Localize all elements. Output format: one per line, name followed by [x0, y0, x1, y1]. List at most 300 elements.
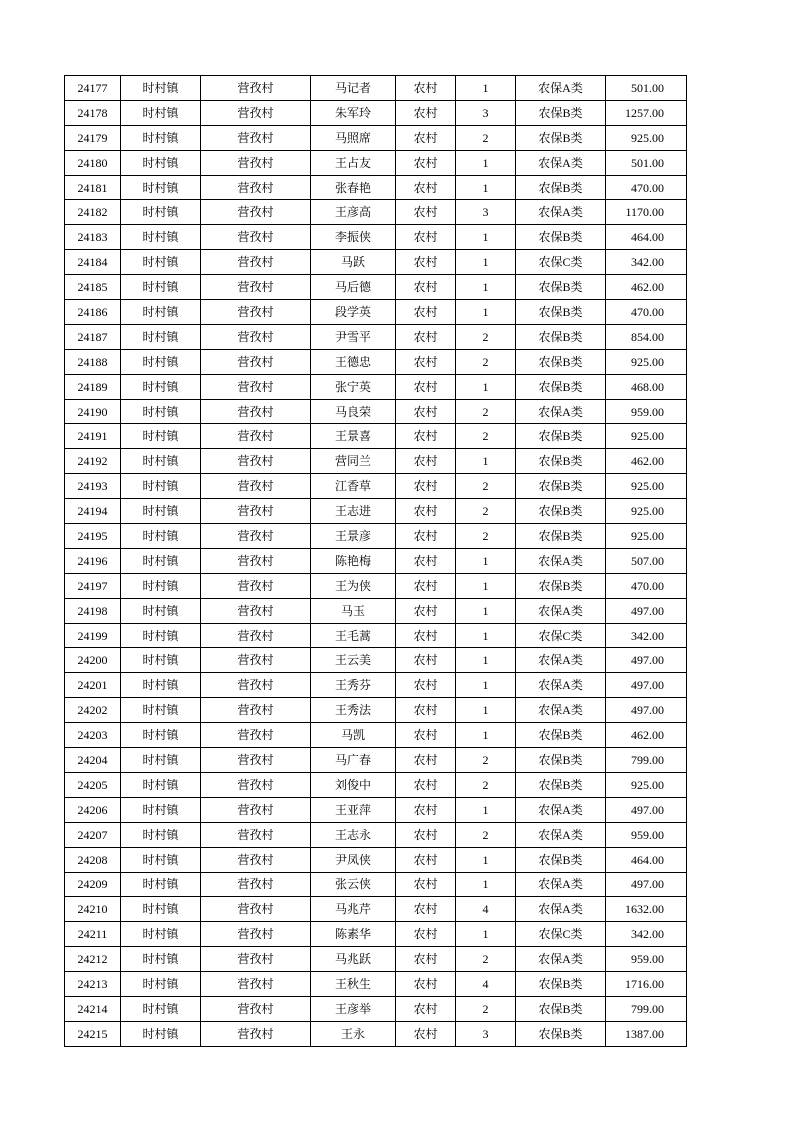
cell-serial: 24207 — [65, 822, 121, 847]
cell-amount: 468.00 — [606, 374, 687, 399]
cell-serial: 24201 — [65, 673, 121, 698]
cell-amount: 462.00 — [606, 449, 687, 474]
table-row — [65, 324, 687, 349]
cell-town: 时村镇 — [121, 922, 201, 947]
cell-residence: 农村 — [396, 598, 456, 623]
cell-person_count: 2 — [456, 772, 516, 797]
cell-town: 时村镇 — [121, 374, 201, 399]
cell-amount: 925.00 — [606, 125, 687, 150]
cell-amount: 1387.00 — [606, 1021, 687, 1046]
cell-serial: 24195 — [65, 524, 121, 549]
cell-town: 时村镇 — [121, 324, 201, 349]
cell-town: 时村镇 — [121, 797, 201, 822]
cell-name: 王秀法 — [311, 698, 396, 723]
cell-name: 王毛蒿 — [311, 623, 396, 648]
cell-person_count: 1 — [456, 76, 516, 101]
cell-amount: 925.00 — [606, 524, 687, 549]
cell-town: 时村镇 — [121, 548, 201, 573]
cell-person_count: 1 — [456, 449, 516, 474]
cell-name: 马跃 — [311, 250, 396, 275]
cell-village: 营孜村 — [201, 698, 311, 723]
cell-serial: 24213 — [65, 972, 121, 997]
cell-insurance_category: 农保A类 — [516, 822, 606, 847]
cell-amount: 497.00 — [606, 872, 687, 897]
cell-name: 陈艳梅 — [311, 548, 396, 573]
cell-residence: 农村 — [396, 847, 456, 872]
cell-serial: 24184 — [65, 250, 121, 275]
cell-person_count: 1 — [456, 548, 516, 573]
cell-person_count: 1 — [456, 648, 516, 673]
cell-person_count: 1 — [456, 250, 516, 275]
cell-village: 营孜村 — [201, 822, 311, 847]
cell-name: 马后德 — [311, 275, 396, 300]
cell-name: 王为侠 — [311, 573, 396, 598]
cell-serial: 24194 — [65, 499, 121, 524]
cell-village: 营孜村 — [201, 797, 311, 822]
cell-insurance_category: 农保B类 — [516, 474, 606, 499]
cell-town: 时村镇 — [121, 76, 201, 101]
cell-town: 时村镇 — [121, 748, 201, 773]
cell-insurance_category: 农保B类 — [516, 972, 606, 997]
cell-person_count: 2 — [456, 399, 516, 424]
cell-town: 时村镇 — [121, 225, 201, 250]
cell-serial: 24178 — [65, 100, 121, 125]
cell-serial: 24193 — [65, 474, 121, 499]
table-row — [65, 175, 687, 200]
cell-serial: 24196 — [65, 548, 121, 573]
cell-village: 营孜村 — [201, 225, 311, 250]
table-row — [65, 748, 687, 773]
cell-residence: 农村 — [396, 250, 456, 275]
cell-amount: 470.00 — [606, 175, 687, 200]
cell-insurance_category: 农保B类 — [516, 748, 606, 773]
cell-serial: 24200 — [65, 648, 121, 673]
cell-town: 时村镇 — [121, 772, 201, 797]
cell-village: 营孜村 — [201, 449, 311, 474]
cell-person_count: 1 — [456, 175, 516, 200]
cell-name: 尹雪平 — [311, 324, 396, 349]
table-row — [65, 225, 687, 250]
cell-village: 营孜村 — [201, 897, 311, 922]
cell-village: 营孜村 — [201, 524, 311, 549]
cell-residence: 农村 — [396, 175, 456, 200]
table-row — [65, 698, 687, 723]
table-row — [65, 623, 687, 648]
cell-person_count: 4 — [456, 972, 516, 997]
table-row — [65, 200, 687, 225]
cell-town: 时村镇 — [121, 673, 201, 698]
cell-person_count: 1 — [456, 573, 516, 598]
cell-serial: 24191 — [65, 424, 121, 449]
cell-amount: 497.00 — [606, 698, 687, 723]
table-row — [65, 374, 687, 399]
cell-residence: 农村 — [396, 573, 456, 598]
table-row — [65, 897, 687, 922]
cell-insurance_category: 农保C类 — [516, 623, 606, 648]
cell-person_count: 2 — [456, 996, 516, 1021]
table-row — [65, 449, 687, 474]
cell-town: 时村镇 — [121, 349, 201, 374]
cell-insurance_category: 农保A类 — [516, 947, 606, 972]
cell-town: 时村镇 — [121, 598, 201, 623]
cell-amount: 799.00 — [606, 996, 687, 1021]
cell-serial: 24215 — [65, 1021, 121, 1046]
cell-insurance_category: 农保B类 — [516, 349, 606, 374]
cell-serial: 24205 — [65, 772, 121, 797]
cell-person_count: 2 — [456, 424, 516, 449]
cell-person_count: 1 — [456, 922, 516, 947]
cell-serial: 24183 — [65, 225, 121, 250]
cell-residence: 农村 — [396, 648, 456, 673]
cell-amount: 470.00 — [606, 300, 687, 325]
cell-person_count: 1 — [456, 275, 516, 300]
cell-person_count: 1 — [456, 374, 516, 399]
cell-amount: 1716.00 — [606, 972, 687, 997]
cell-person_count: 2 — [456, 748, 516, 773]
cell-residence: 农村 — [396, 474, 456, 499]
cell-person_count: 2 — [456, 474, 516, 499]
cell-residence: 农村 — [396, 698, 456, 723]
cell-serial: 24189 — [65, 374, 121, 399]
cell-amount: 497.00 — [606, 598, 687, 623]
cell-insurance_category: 农保B类 — [516, 275, 606, 300]
cell-residence: 农村 — [396, 76, 456, 101]
cell-serial: 24209 — [65, 872, 121, 897]
table-row — [65, 947, 687, 972]
cell-village: 营孜村 — [201, 623, 311, 648]
cell-name: 王秋生 — [311, 972, 396, 997]
cell-village: 营孜村 — [201, 648, 311, 673]
cell-insurance_category: 农保A类 — [516, 200, 606, 225]
cell-serial: 24211 — [65, 922, 121, 947]
cell-insurance_category: 农保A类 — [516, 698, 606, 723]
cell-town: 时村镇 — [121, 424, 201, 449]
cell-person_count: 3 — [456, 1021, 516, 1046]
cell-amount: 925.00 — [606, 499, 687, 524]
cell-residence: 农村 — [396, 996, 456, 1021]
cell-insurance_category: 农保B类 — [516, 449, 606, 474]
cell-insurance_category: 农保B类 — [516, 573, 606, 598]
cell-village: 营孜村 — [201, 922, 311, 947]
cell-person_count: 2 — [456, 822, 516, 847]
cell-name: 营同兰 — [311, 449, 396, 474]
cell-village: 营孜村 — [201, 374, 311, 399]
cell-serial: 24182 — [65, 200, 121, 225]
cell-village: 营孜村 — [201, 548, 311, 573]
cell-amount: 497.00 — [606, 797, 687, 822]
table-row — [65, 76, 687, 101]
table-row — [65, 499, 687, 524]
cell-residence: 农村 — [396, 972, 456, 997]
cell-residence: 农村 — [396, 723, 456, 748]
cell-residence: 农村 — [396, 225, 456, 250]
cell-residence: 农村 — [396, 673, 456, 698]
cell-insurance_category: 农保C类 — [516, 250, 606, 275]
cell-amount: 925.00 — [606, 424, 687, 449]
cell-amount: 464.00 — [606, 225, 687, 250]
cell-insurance_category: 农保A类 — [516, 673, 606, 698]
cell-name: 马凯 — [311, 723, 396, 748]
cell-name: 王亚萍 — [311, 797, 396, 822]
cell-person_count: 3 — [456, 200, 516, 225]
cell-village: 营孜村 — [201, 474, 311, 499]
cell-serial: 24204 — [65, 748, 121, 773]
cell-town: 时村镇 — [121, 449, 201, 474]
cell-person_count: 2 — [456, 125, 516, 150]
cell-insurance_category: 农保B类 — [516, 772, 606, 797]
cell-village: 营孜村 — [201, 250, 311, 275]
cell-name: 王云美 — [311, 648, 396, 673]
cell-amount: 1632.00 — [606, 897, 687, 922]
cell-insurance_category: 农保B类 — [516, 225, 606, 250]
cell-village: 营孜村 — [201, 748, 311, 773]
cell-insurance_category: 农保B类 — [516, 723, 606, 748]
cell-residence: 农村 — [396, 499, 456, 524]
cell-person_count: 1 — [456, 797, 516, 822]
table-body — [65, 76, 687, 1047]
cell-village: 营孜村 — [201, 100, 311, 125]
cell-town: 时村镇 — [121, 698, 201, 723]
cell-village: 营孜村 — [201, 175, 311, 200]
cell-town: 时村镇 — [121, 897, 201, 922]
cell-residence: 农村 — [396, 100, 456, 125]
cell-serial: 24188 — [65, 349, 121, 374]
cell-town: 时村镇 — [121, 1021, 201, 1046]
cell-serial: 24181 — [65, 175, 121, 200]
cell-town: 时村镇 — [121, 499, 201, 524]
cell-town: 时村镇 — [121, 275, 201, 300]
cell-residence: 农村 — [396, 125, 456, 150]
cell-amount: 1170.00 — [606, 200, 687, 225]
cell-name: 江香草 — [311, 474, 396, 499]
cell-town: 时村镇 — [121, 150, 201, 175]
cell-amount: 854.00 — [606, 324, 687, 349]
table-row — [65, 573, 687, 598]
cell-amount: 959.00 — [606, 947, 687, 972]
cell-name: 马记者 — [311, 76, 396, 101]
cell-insurance_category: 农保A类 — [516, 797, 606, 822]
cell-amount: 501.00 — [606, 76, 687, 101]
cell-residence: 农村 — [396, 623, 456, 648]
cell-person_count: 4 — [456, 897, 516, 922]
cell-village: 营孜村 — [201, 723, 311, 748]
cell-name: 王永 — [311, 1021, 396, 1046]
cell-amount: 959.00 — [606, 822, 687, 847]
cell-serial: 24190 — [65, 399, 121, 424]
cell-village: 营孜村 — [201, 772, 311, 797]
cell-insurance_category: 农保B类 — [516, 300, 606, 325]
cell-insurance_category: 农保B类 — [516, 1021, 606, 1046]
cell-serial: 24198 — [65, 598, 121, 623]
cell-name: 马良荣 — [311, 399, 396, 424]
table-row — [65, 349, 687, 374]
cell-name: 王志永 — [311, 822, 396, 847]
cell-town: 时村镇 — [121, 847, 201, 872]
cell-amount: 497.00 — [606, 673, 687, 698]
cell-name: 李振侠 — [311, 225, 396, 250]
cell-village: 营孜村 — [201, 200, 311, 225]
cell-name: 王景喜 — [311, 424, 396, 449]
cell-village: 营孜村 — [201, 399, 311, 424]
cell-town: 时村镇 — [121, 972, 201, 997]
cell-person_count: 1 — [456, 300, 516, 325]
cell-name: 张云侠 — [311, 872, 396, 897]
cell-name: 刘俊中 — [311, 772, 396, 797]
table-row — [65, 399, 687, 424]
cell-insurance_category: 农保A类 — [516, 872, 606, 897]
cell-residence: 农村 — [396, 947, 456, 972]
cell-residence: 农村 — [396, 772, 456, 797]
cell-town: 时村镇 — [121, 200, 201, 225]
cell-town: 时村镇 — [121, 996, 201, 1021]
cell-serial: 24208 — [65, 847, 121, 872]
cell-town: 时村镇 — [121, 822, 201, 847]
cell-serial: 24214 — [65, 996, 121, 1021]
cell-insurance_category: 农保A类 — [516, 548, 606, 573]
cell-insurance_category: 农保B类 — [516, 424, 606, 449]
cell-residence: 农村 — [396, 748, 456, 773]
cell-name: 尹凤侠 — [311, 847, 396, 872]
cell-amount: 501.00 — [606, 150, 687, 175]
table-row — [65, 822, 687, 847]
cell-serial: 24212 — [65, 947, 121, 972]
cell-name: 马兆跃 — [311, 947, 396, 972]
cell-residence: 农村 — [396, 200, 456, 225]
cell-amount: 342.00 — [606, 922, 687, 947]
cell-residence: 农村 — [396, 374, 456, 399]
table-row — [65, 474, 687, 499]
cell-amount: 959.00 — [606, 399, 687, 424]
cell-person_count: 3 — [456, 100, 516, 125]
cell-insurance_category: 农保A类 — [516, 76, 606, 101]
table-row — [65, 250, 687, 275]
cell-insurance_category: 农保B类 — [516, 100, 606, 125]
cell-town: 时村镇 — [121, 125, 201, 150]
cell-person_count: 1 — [456, 225, 516, 250]
cell-town: 时村镇 — [121, 648, 201, 673]
cell-insurance_category: 农保A类 — [516, 399, 606, 424]
table-row — [65, 723, 687, 748]
table-row — [65, 125, 687, 150]
cell-insurance_category: 农保A类 — [516, 897, 606, 922]
cell-residence: 农村 — [396, 150, 456, 175]
cell-person_count: 1 — [456, 698, 516, 723]
cell-insurance_category: 农保B类 — [516, 175, 606, 200]
cell-village: 营孜村 — [201, 847, 311, 872]
cell-residence: 农村 — [396, 324, 456, 349]
table-row — [65, 1021, 687, 1046]
cell-residence: 农村 — [396, 548, 456, 573]
cell-village: 营孜村 — [201, 275, 311, 300]
cell-town: 时村镇 — [121, 100, 201, 125]
cell-name: 马玉 — [311, 598, 396, 623]
cell-insurance_category: 农保A类 — [516, 648, 606, 673]
cell-insurance_category: 农保B类 — [516, 524, 606, 549]
cell-town: 时村镇 — [121, 399, 201, 424]
cell-village: 营孜村 — [201, 947, 311, 972]
cell-town: 时村镇 — [121, 872, 201, 897]
cell-insurance_category: 农保B类 — [516, 847, 606, 872]
cell-town: 时村镇 — [121, 573, 201, 598]
table-row — [65, 100, 687, 125]
cell-village: 营孜村 — [201, 972, 311, 997]
table-row — [65, 275, 687, 300]
table-row — [65, 424, 687, 449]
cell-person_count: 2 — [456, 947, 516, 972]
insurance-roster-table — [64, 75, 687, 1047]
cell-name: 马照席 — [311, 125, 396, 150]
cell-amount: 1257.00 — [606, 100, 687, 125]
cell-insurance_category: 农保B类 — [516, 996, 606, 1021]
cell-serial: 24197 — [65, 573, 121, 598]
cell-insurance_category: 农保B类 — [516, 324, 606, 349]
cell-village: 营孜村 — [201, 76, 311, 101]
cell-amount: 925.00 — [606, 349, 687, 374]
cell-serial: 24210 — [65, 897, 121, 922]
table-row — [65, 548, 687, 573]
table-row — [65, 598, 687, 623]
cell-residence: 农村 — [396, 449, 456, 474]
cell-name: 朱军玲 — [311, 100, 396, 125]
cell-insurance_category: 农保B类 — [516, 125, 606, 150]
cell-serial: 24180 — [65, 150, 121, 175]
cell-amount: 799.00 — [606, 748, 687, 773]
cell-person_count: 1 — [456, 723, 516, 748]
cell-name: 王彦举 — [311, 996, 396, 1021]
cell-name: 张宁英 — [311, 374, 396, 399]
cell-person_count: 1 — [456, 598, 516, 623]
cell-residence: 农村 — [396, 349, 456, 374]
cell-person_count: 2 — [456, 524, 516, 549]
cell-village: 营孜村 — [201, 573, 311, 598]
cell-person_count: 2 — [456, 499, 516, 524]
cell-village: 营孜村 — [201, 150, 311, 175]
cell-residence: 农村 — [396, 275, 456, 300]
cell-insurance_category: 农保A类 — [516, 598, 606, 623]
cell-person_count: 1 — [456, 847, 516, 872]
cell-residence: 农村 — [396, 872, 456, 897]
cell-serial: 24206 — [65, 797, 121, 822]
table-row — [65, 524, 687, 549]
cell-name: 张春艳 — [311, 175, 396, 200]
table-row — [65, 872, 687, 897]
cell-village: 营孜村 — [201, 349, 311, 374]
cell-person_count: 1 — [456, 150, 516, 175]
cell-serial: 24192 — [65, 449, 121, 474]
cell-town: 时村镇 — [121, 524, 201, 549]
cell-village: 营孜村 — [201, 499, 311, 524]
table-row — [65, 847, 687, 872]
cell-amount: 342.00 — [606, 250, 687, 275]
cell-village: 营孜村 — [201, 125, 311, 150]
cell-name: 马广春 — [311, 748, 396, 773]
cell-name: 王志进 — [311, 499, 396, 524]
cell-residence: 农村 — [396, 399, 456, 424]
cell-village: 营孜村 — [201, 872, 311, 897]
cell-person_count: 1 — [456, 872, 516, 897]
cell-amount: 462.00 — [606, 275, 687, 300]
cell-town: 时村镇 — [121, 947, 201, 972]
cell-insurance_category: 农保A类 — [516, 150, 606, 175]
cell-person_count: 1 — [456, 623, 516, 648]
cell-serial: 24199 — [65, 623, 121, 648]
cell-village: 营孜村 — [201, 300, 311, 325]
cell-name: 马兆芹 — [311, 897, 396, 922]
cell-amount: 925.00 — [606, 474, 687, 499]
table-row — [65, 972, 687, 997]
table-row — [65, 150, 687, 175]
cell-insurance_category: 农保B类 — [516, 374, 606, 399]
